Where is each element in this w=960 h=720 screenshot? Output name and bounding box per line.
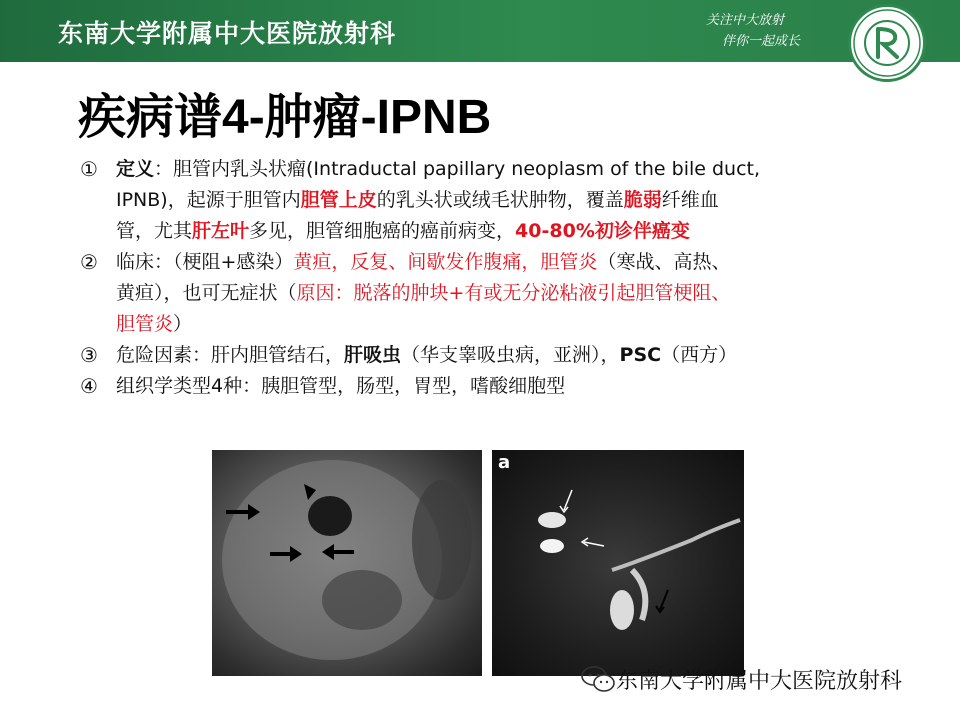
text-span: 组织学类型4种：胰胆管型，肠型，胃型，嗜酸细胞型 <box>116 375 566 397</box>
highlight-text: 肝左叶 <box>192 220 250 242</box>
text-span: 的乳头状或绒毛状肿物，覆盖 <box>376 189 624 211</box>
highlight-text: 原因：脱落的肿块+有或无分泌粘液引起胆管梗阻、 <box>296 282 731 304</box>
logo-emblem-icon <box>851 7 923 79</box>
highlight-text: 胆管上皮 <box>300 189 377 211</box>
highlight-text: 40-80%初诊伴癌变 <box>515 220 690 242</box>
item-number: ④ <box>80 374 98 398</box>
header-bar <box>0 0 960 62</box>
text-line <box>116 309 920 340</box>
item-number: ③ <box>80 343 98 367</box>
text-span: ） <box>173 313 193 335</box>
text-line <box>116 185 920 216</box>
text-span: 纤维血 <box>661 189 719 211</box>
mrcp-drawing <box>492 450 744 676</box>
text-span: 黄疸），也可无症状（ <box>116 282 297 304</box>
list-item-histology <box>80 371 920 402</box>
list-item-risk-factors <box>80 340 920 371</box>
text-line <box>116 154 920 185</box>
text-span: （寒战、高热、 <box>597 251 731 273</box>
hospital-logo <box>848 4 926 82</box>
wechat-icon <box>580 664 616 694</box>
bold-text: 肝吸虫 <box>344 344 402 366</box>
highlight-text: 黄疸，反复、间歇发作腹痛，胆管炎 <box>293 251 598 273</box>
text-span: 危险因素：肝内胆管结石， <box>116 344 345 366</box>
arrow-icon <box>560 490 572 512</box>
slogan-line-1: 关注中大放射 <box>706 13 785 28</box>
highlight-text: 胆管炎 <box>116 313 174 335</box>
watermark <box>580 664 902 694</box>
arrow-icon <box>582 538 604 546</box>
text-line <box>116 371 920 402</box>
bold-text: PSC <box>619 344 662 366</box>
text-span: （西方） <box>661 344 738 366</box>
mri-image-right <box>492 450 744 676</box>
content-list <box>80 154 920 402</box>
mri-left-drawing <box>212 450 482 676</box>
text-line <box>116 247 920 278</box>
definition-label: 定义 <box>116 158 155 180</box>
highlight-text: 脆弱 <box>623 189 662 211</box>
arrow-icon <box>656 590 668 612</box>
item-number: ① <box>80 157 98 181</box>
text-line <box>116 278 920 309</box>
list-item-definition <box>80 154 920 247</box>
text-line <box>116 340 920 371</box>
list-item-clinical <box>80 247 920 340</box>
text-line <box>116 216 920 247</box>
text-span: 管，尤其 <box>116 220 193 242</box>
text-span: （华支睾吸虫病，亚洲）， <box>401 344 620 366</box>
watermark-text: 东南大学附属中大医院放射科 <box>616 668 903 694</box>
text-span: ：胆管内乳头状瘤(Intraductal papillary neoplasm of the bile duct, <box>154 158 761 180</box>
department-title: 东南大学附属中大医院放射科 <box>58 19 397 48</box>
slogan-line-2: 伴你一起成长 <box>722 34 801 49</box>
text-span: 临床：（梗阻+感染） <box>116 251 294 273</box>
slogan <box>706 10 826 52</box>
slide-title: 疾病谱4-肿瘤-IPNB <box>78 91 492 144</box>
mri-image-left <box>212 450 482 676</box>
text-span: IPNB)，起源于胆管内 <box>116 189 301 211</box>
text-span: 多见，胆管细胞癌的癌前病变， <box>249 220 516 242</box>
image-panel-label: a <box>498 452 511 473</box>
item-number: ② <box>80 250 98 274</box>
